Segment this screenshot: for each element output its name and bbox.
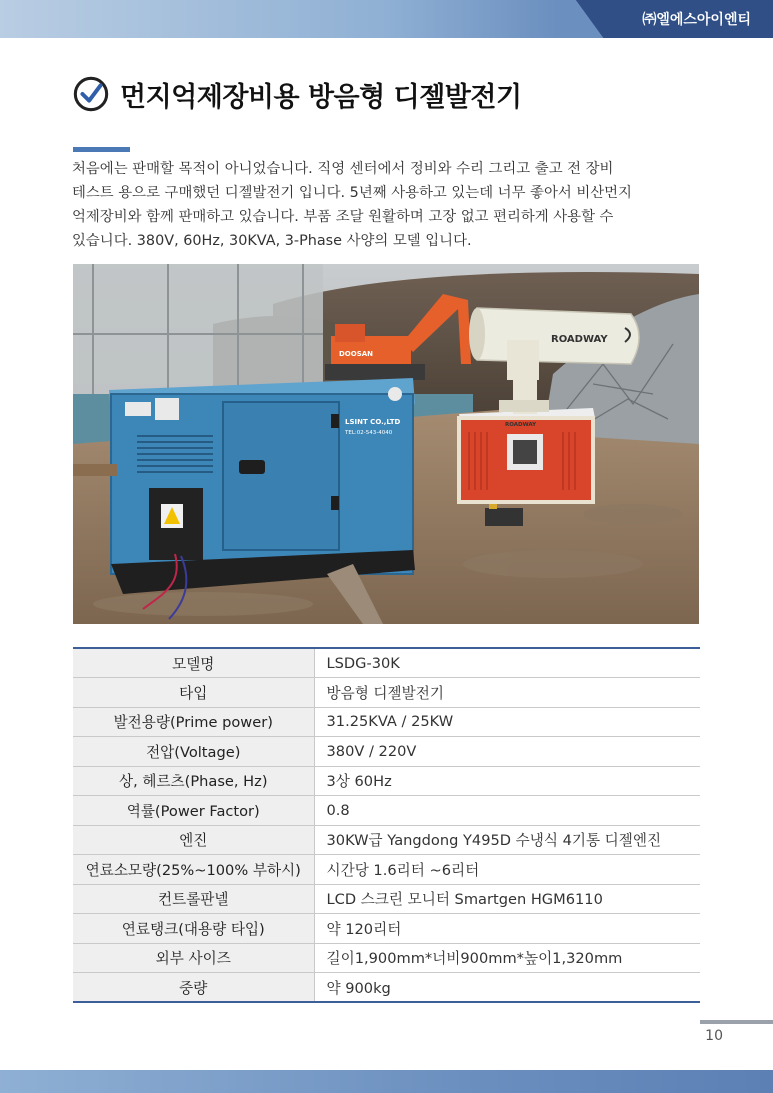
page-title: 먼지억제장비용 방음형 디젤발전기 [120, 81, 522, 113]
title-underline [73, 147, 130, 152]
spec-key: 엔진 [73, 825, 314, 855]
table-row [73, 884, 700, 914]
footer-bar [0, 1070, 773, 1093]
spec-value: 380V / 220V [314, 737, 700, 767]
spec-key: 컨트롤판넬 [73, 884, 314, 914]
check-circle-icon [72, 75, 110, 113]
table-row [73, 855, 700, 885]
spec-key: 연료탱크(대용량 타입) [73, 914, 314, 944]
spec-key: 전압(Voltage) [73, 737, 314, 767]
spec-key: 중량 [73, 973, 314, 1003]
spec-value: 3상 60Hz [314, 766, 700, 796]
spec-table [73, 647, 700, 1003]
spec-value: 31.25KVA / 25KW [314, 707, 700, 737]
spec-value: 약 900kg [326, 979, 391, 997]
base-label: ROADWAY [505, 422, 537, 428]
intro-line: 테스트 용으로 구매했던 디젤발전기 입니다. 5년째 사용하고 있는데 너무 좋아서 비산먼지 [72, 185, 632, 201]
intro-line: 처음에는 판매할 목적이 아니었습니다. 직영 센터에서 정비와 수리 그리고 출고 전 장비 [72, 161, 614, 177]
spec-key: 타입 [73, 678, 314, 708]
title-row [72, 72, 522, 116]
company-name: ㈜엘에스아이엔티 [642, 12, 751, 28]
table-row [73, 973, 700, 1003]
table-row [73, 943, 700, 973]
table-row [73, 737, 700, 767]
spec-value: LCD 스크린 모니터 Smartgen HGM6110 [314, 884, 700, 914]
page-number: 10 [705, 1028, 723, 1044]
spec-key: 연료소모량(25%~100% 부하시) [73, 855, 314, 885]
spec-value: 30KW급 Yangdong Y495D 수냉식 4기통 디젤엔진 [314, 825, 700, 855]
table-row [73, 914, 700, 944]
table-row [73, 648, 700, 678]
spec-key: 모델명 [73, 648, 314, 678]
spec-value: LSDG-30K [314, 648, 700, 678]
spec-value: 시간당 1.6리터 ~6리터 [314, 855, 700, 885]
spec-value: 방음형 디젤발전기 [314, 678, 700, 708]
spec-key: 상, 헤르츠(Phase, Hz) [73, 766, 314, 796]
table-row [73, 766, 700, 796]
spec-key: 발전용량(Prime power) [73, 707, 314, 737]
cannon-label: ROADWAY [551, 334, 608, 345]
product-photo [73, 264, 699, 624]
excavator-label: DOOSAN [339, 350, 374, 358]
table-row [73, 796, 700, 826]
intro-line: 있습니다. 380V, 60Hz, 30KVA, 3-Phase 사양의 모델 입니다. [72, 233, 472, 249]
table-row [73, 707, 700, 737]
spec-value: 길이1,900mm*너비900mm*높이1,320mm [314, 943, 700, 973]
generator-label: LSINT CO.,LTD [345, 418, 401, 426]
page-number-rule [700, 1020, 773, 1024]
table-row [73, 825, 700, 855]
intro-text [72, 157, 712, 253]
table-row [73, 678, 700, 708]
spec-key: 역률(Power Factor) [73, 796, 314, 826]
spec-key: 외부 사이즈 [73, 943, 314, 973]
intro-line: 억제장비와 함께 판매하고 있습니다. 부품 조달 원활하며 고장 없고 편리하게 사용할 수 [72, 209, 614, 225]
spec-value: 약 120리터 [314, 914, 700, 944]
spec-value: 0.8 [314, 796, 700, 826]
generator-tel: TEL:02-543-4040 [345, 430, 393, 436]
